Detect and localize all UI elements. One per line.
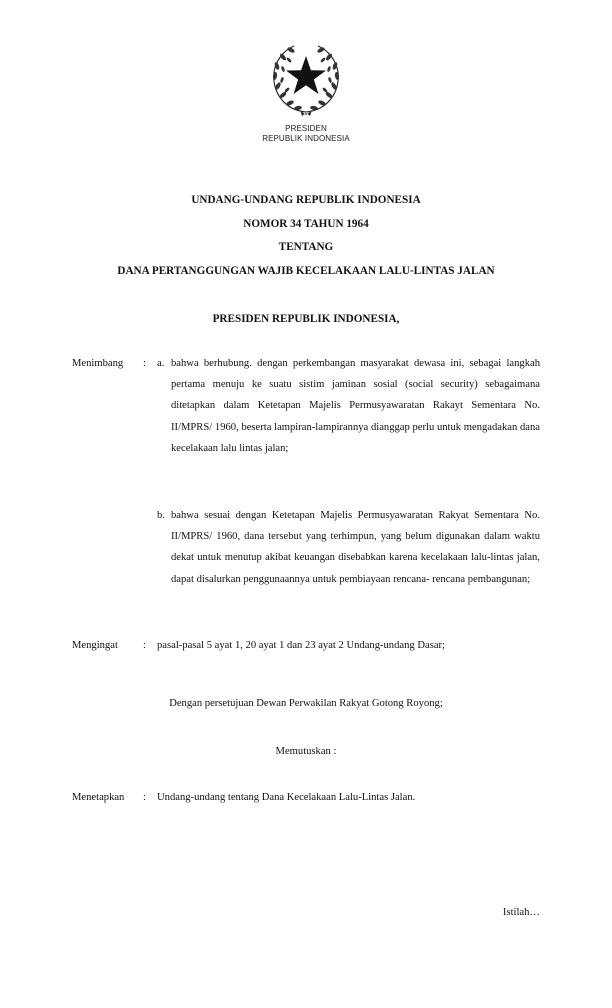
mengingat-text: pasal-pasal 5 ayat 1, 20 ayat 1 dan 23 ayat 2 Undang-undang Dasar;	[157, 640, 445, 651]
menimbang-colon: :	[143, 358, 146, 369]
menetapkan-label: Menetapkan	[72, 792, 125, 803]
menetapkan-colon: :	[143, 792, 146, 803]
mengingat-label: Mengingat	[72, 640, 118, 651]
menimbang-item-b-text: bahwa sesuai dengan Ketetapan Majelis Permusyawaratan Rakyat Sementara No. II/MPRS/ 1960, dana tersebut yang terhimpun, yang belum digunakan dalam waktu dekat untuk menutup akibat keuangan disebabkan karena kecelakaan lalu-lintas jalan, dapat disalurkan penggunaannya untuk pembiayaan rencana- rencana pembangunan;	[171, 510, 540, 585]
menimbang-item-a-marker: a.	[157, 358, 165, 369]
presiden-emblem-icon	[266, 42, 346, 120]
next-page-catchword: Istilah…	[502, 907, 540, 918]
menimbang-item-a-text: bahwa berhubung. dengan perkembangan masyarakat dewasa ini, sebagai langkah pertama menuju ke suatu sistim jaminan sosial (social security) sebagaimana ditetapkan dalam Ketetapan Majelis Permusyawaratan Rakayt Sementara No. II/MPRS/ 1960, beserta lampiran-lampirannya dianggap perlu untuk mengadakan dana kecelakaan lalu lintas jalan;	[171, 358, 540, 454]
presiden-caption-line1: PRESIDEN	[285, 124, 327, 133]
memutuskan-heading: Memutuskan :	[275, 746, 337, 757]
law-subject: DANA PERTANGGUNGAN WAJIB KECELAKAAN LALU-LINTAS JALAN	[117, 265, 495, 277]
law-tentang: TENTANG	[278, 241, 334, 253]
presiden-caption-line2: REPUBLIK INDONESIA	[262, 134, 350, 143]
menetapkan-text: Undang-undang tentang Dana Kecelakaan Lalu-Lintas Jalan.	[157, 792, 416, 803]
menimbang-label: Menimbang	[72, 358, 124, 369]
mengingat-colon: :	[143, 640, 146, 651]
authority-heading: PRESIDEN REPUBLIK INDONESIA,	[212, 313, 400, 325]
menimbang-item-b-marker: b.	[157, 510, 165, 521]
persetujuan-text: Dengan persetujuan Dewan Perwakilan Rakyat Gotong Royong;	[169, 698, 443, 709]
law-title-line1: UNDANG-UNDANG REPUBLIK INDONESIA	[191, 194, 421, 206]
law-number: NOMOR 34 TAHUN 1964	[243, 218, 369, 230]
